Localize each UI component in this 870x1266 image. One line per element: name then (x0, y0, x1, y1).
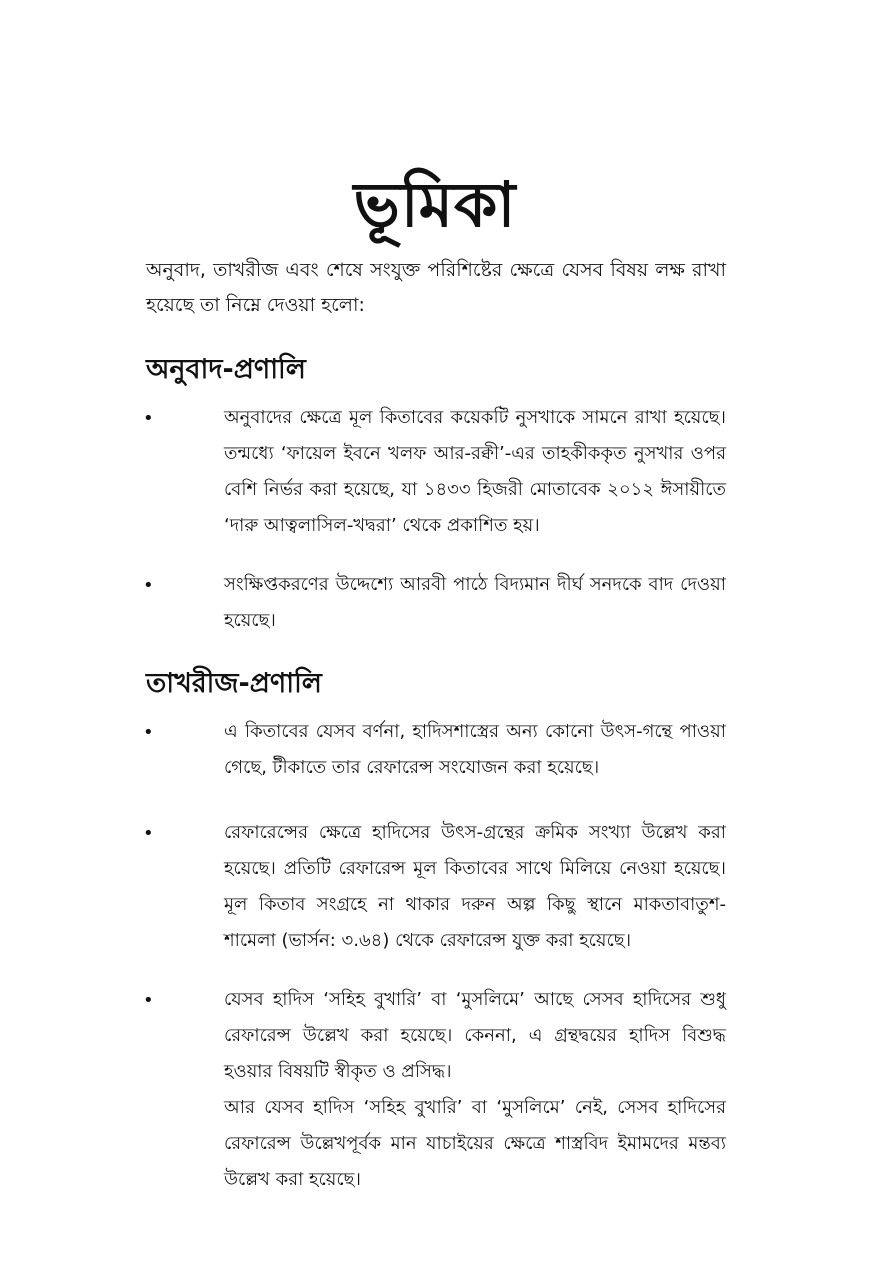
section-heading-takhrij: তাখরীজ-প্রণালি (146, 668, 322, 699)
bullet-point: • (143, 722, 154, 743)
intro-paragraph: অনুবাদ, তাখরীজ এবং শেষে সংযুক্ত পরিশিষ্টের ক্ষেত্রে যেসব বিষয় লক্ষ রাখা হয়েছে তা নিম্নে দেওয়া হলো: (146, 259, 726, 316)
list-item-takhrij-3 (224, 982, 726, 1198)
list-item-translation-1: অনুবাদের ক্ষেত্রে মূল কিতাবের কয়েকটি নুসখাকে সামনে রাখা হয়েছে। তন্মধ্যে ‘ফায়েল ইবনে খলফ আর-রক্বী’-এর তাহকীককৃত নুসখার ওপর বেশি নির্ভর করা হয়েছে, যা ১৪৩৩ হিজরী মোতাবেক ২০১২ ঈসায়ীতে ‘দারু আত্বলাসিল-খদ্বরা’ থেকে প্রকাশিত হয়। (224, 407, 726, 536)
bullet-point: • (143, 990, 154, 1011)
section-heading-translation: অনুবাদ-প্রণালি (146, 354, 306, 385)
list-item-takhrij-3-part-2: আর যেসব হাদিস ‘সহিহ বুখারি’ বা ‘মুসলিমে’ নেই, সেসব হাদিসের রেফারেন্স উল্লেখপূর্বক মান যাচাইয়ের ক্ষেত্রে শাস্ত্রবিদ ইমামদের মন্তব্য উল্লেখ করা হয়েছে। (224, 1097, 726, 1190)
list-item-takhrij-3-part-1: যেসব হাদিস ‘সহিহ বুখারি’ বা ‘মুসলিমে’ আছে সেসব হাদিসের শুধু রেফারেন্স উল্লেখ করা হয়েছে। কেননা, এ গ্রন্থদ্বয়ের হাদিস বিশুদ্ধ হওয়ার বিষয়টি স্বীকৃত ও প্রসিদ্ধ। (224, 989, 726, 1082)
list-item-takhrij-1: এ কিতাবের যেসব বর্ণনা, হাদিসশাস্ত্রের অন্য কোনো উৎস-গন্থে পাওয়া গেছে, টীকাতে তার রেফারেন্স সংযোজন করা হয়েছে। (224, 721, 726, 778)
list-item-takhrij-2: রেফারেন্সের ক্ষেত্রে হাদিসের উৎস-গ্রন্থের ক্রমিক সংখ্যা উল্লেখ করা হয়েছে। প্রতিটি রেফারেন্স মূল কিতাবের সাথে মিলিয়ে নেওয়া হয়েছে। মূল কিতাব সংগ্রহে না থাকার দরুন অল্প কিছু স্থানে মাকতাবাতুশ-শামেলা (ভার্সন: ৩.৬৪) থেকে রেফারেন্স যুক্ত করা হয়েছে। (224, 822, 726, 951)
page-title: ভূমিকা (353, 168, 517, 241)
list-item-translation-2: সংক্ষিপ্তকরণের উদ্দেশ্যে আরবী পাঠে বিদ্যমান দীর্ঘ সনদকে বাদ দেওয়া হয়েছে। (224, 574, 726, 631)
bullet-point: • (143, 823, 154, 844)
bullet-point: • (143, 575, 154, 596)
bullet-point: • (143, 408, 154, 429)
